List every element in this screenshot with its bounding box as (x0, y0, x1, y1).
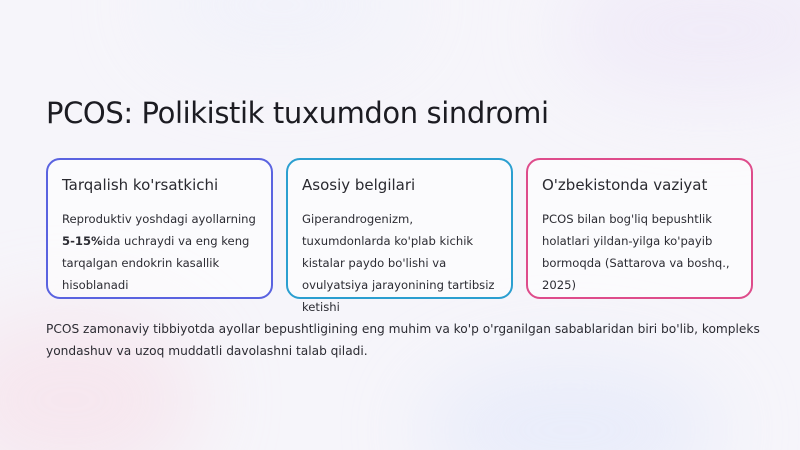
card-text: Giperandrogenizm, tuxumdonlarda ko'plab kichik kistalar paydo bo'lishi va ovulyatsiya jarayonining tartibsiz ketishi (302, 212, 495, 314)
background-blob (150, 0, 410, 70)
summary-text: PCOS zamonaviy tibbiyotda ayollar bepushtligining eng muhim va ko'p o'rganilgan sabablaridan biri bo'lib, kompleks yondashuv va uzoq muddatli davolashni talab qiladi. (46, 322, 760, 358)
card-text-part: Reproduktiv yoshdagi ayollarning (62, 212, 256, 226)
card-uzbekistan (526, 158, 753, 299)
card-heading: O'zbekistonda vaziyat (542, 176, 708, 194)
card-text-highlight: 5-15% (62, 234, 103, 248)
card-text (62, 208, 259, 296)
background-blob (420, 360, 720, 450)
card-heading: Tarqalish ko'rsatkichi (62, 176, 219, 194)
slide-title: PCOS: Polikistik tuxumdon sindromi (46, 96, 549, 130)
card-heading: Asosiy belgilari (302, 176, 416, 194)
card-symptoms (286, 158, 513, 314)
card-prevalence (46, 158, 273, 299)
card-text-part: ida uchraydi va eng keng tarqalgan endokrin kasallik hisoblanadi (62, 234, 250, 292)
background-blob (560, 0, 800, 100)
card-text: PCOS bilan bog'liq bepushtlik holatlari yildan-yilga ko'payib bormoqda (Sattarova va boshq., 2025) (542, 212, 730, 292)
